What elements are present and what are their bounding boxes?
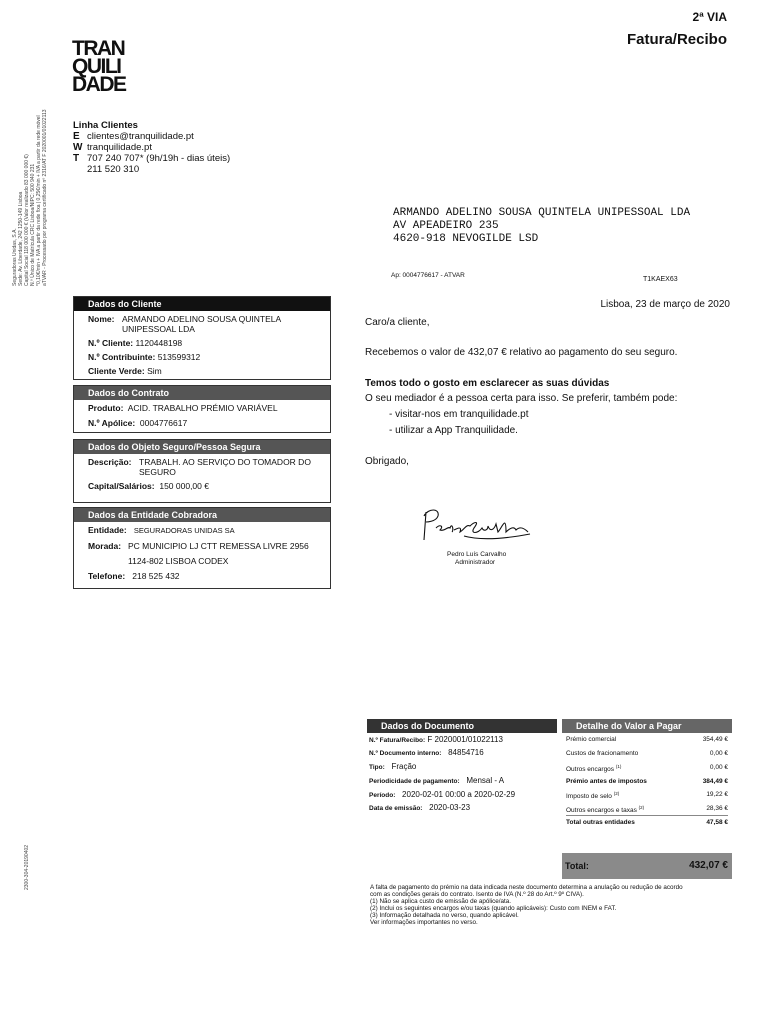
contract-product: Produto: ACID. TRABALHO PRÉMIO VARIÁVEL — [88, 403, 278, 413]
object-desc-label: Descrição: — [88, 457, 132, 467]
document-data-title: Dados do Documento — [367, 719, 557, 733]
collector-box-title: Dados da Entidade Cobradora — [74, 508, 330, 522]
collector-address-label: Morada: — [88, 541, 122, 551]
logo-line-1: TRAN — [72, 37, 125, 60]
object-description: TRABALH. AO SERVIÇO DO TOMADOR DO SEGURO — [139, 457, 311, 477]
letter-bullet-1[interactable]: - visitar-nos em tranquilidade.pt — [389, 409, 529, 420]
side-code: 2300-304-20190402 — [24, 844, 30, 890]
contact-phone — [73, 153, 230, 164]
company-logo — [72, 37, 126, 96]
client-nif: N.º Contribuinte: 513599312 — [88, 352, 201, 362]
recipient-address — [393, 207, 690, 246]
object-box-title: Dados do Objeto Seguro/Pessoa Segura — [74, 440, 330, 454]
web-label: W — [73, 142, 83, 153]
letter-closing: Obrigado, — [365, 456, 409, 467]
client-name: ARMANDO ADELINO SOUSA QUINTELA UNIPESSOAL LDA — [122, 314, 282, 334]
client-green: Cliente Verde: Sim — [88, 366, 162, 376]
logo-line-2: QUILI — [72, 55, 121, 78]
legal-line: Capital Social 118 000 000 € (Valor realizado 83 000 000 €) — [24, 154, 30, 286]
amount-row: Custos de fracionamento 0,00 € — [566, 750, 728, 757]
footnote-line: (2) Inclui os seguintes encargos e/ou taxas (quando aplicáveis): Custo com INEM e FAT. — [370, 905, 617, 912]
contact-title: Linha Clientes — [73, 120, 138, 131]
doc-row: Tipo: Fração — [369, 762, 417, 771]
ap-reference: Ap: 0004776617 - ATVAR — [391, 272, 465, 279]
object-capital: Capital/Salários: 150 000,00 € — [88, 481, 209, 491]
web-value: tranquilidade.pt — [87, 142, 152, 153]
footnote-line: com as condições gerais do contrato. Isento de IVA (N.º 28 do Art.º 9º CIVA). — [370, 891, 584, 898]
amount-detail-title: Detalhe do Valor a Pagar — [562, 719, 732, 733]
legal-line: aTVAR - Processado por programa certificado nº 2316/AT F 2020001/01022113 — [42, 109, 48, 286]
amount-row: Total outras entidades 47,58 € — [566, 819, 728, 826]
legal-line: Sede: Av. Liberdade, 242 1250-149 Lisboa — [18, 191, 24, 286]
amount-row: Prémio antes de impostos 384,49 € — [566, 778, 728, 785]
email-value: clientes@tranquilidade.pt — [87, 131, 194, 142]
amount-row: Imposto de selo $^{(2)}$ 19,22 € — [566, 791, 728, 801]
document-title: Fatura/Recibo — [626, 31, 727, 48]
amount-divider — [566, 815, 728, 816]
contract-box-title: Dados do Contrato — [74, 386, 330, 400]
client-number: N.º Cliente: 1120448198 — [88, 338, 183, 348]
doc-row: N.º Fatura/Recibo: F 2020001/01022113 — [369, 735, 503, 744]
letter-paragraph-1: Recebemos o valor de 432,07 € relativo ao pagamento do seu seguro. — [365, 347, 678, 358]
signer-role: Administrador — [455, 559, 496, 566]
letter-greeting: Caro/a cliente, — [365, 317, 430, 328]
letter-date: Lisboa, 23 de março de 2020 — [600, 299, 730, 310]
address-line-1: ARMANDO ADELINO SOUSA QUINTELA UNIPESSOAL LDA — [393, 207, 691, 219]
letter-heading: Temos todo o gosto em esclarecer as suas dúvidas — [365, 378, 610, 389]
tel-value-1: 707 240 707* (9h/19h - dias úteis) — [87, 153, 231, 164]
amount-row: Prémio comercial 354,49 € — [566, 736, 728, 743]
email-label: E — [73, 131, 80, 142]
amount-row: Outros encargos $^{(1)}$ 0,00 € — [566, 764, 728, 774]
recipient-code: T1KAEX63 — [643, 276, 678, 283]
address-line-2: AV APEADEIRO 235 — [393, 220, 499, 232]
doc-row: Período: 2020-02-01 00:00 a 2020-02-29 — [369, 790, 516, 799]
logo-line-3: DADE — [72, 73, 126, 96]
address-line-3: 4620-918 NEVOGILDE LSD — [393, 233, 539, 245]
signature-image — [418, 502, 538, 548]
legal-info — [12, 109, 48, 286]
letter-paragraph-2: O seu mediador é a pessoa certa para isso. Se preferir, também pode: — [365, 393, 678, 404]
tel-label: T — [73, 153, 80, 164]
legal-line: N.º Único de Matrícula CRC Lisboa/NIPC: 500 940 231 — [30, 163, 36, 286]
client-box-title: Dados do Cliente — [74, 297, 330, 311]
footnote-line: (3) Informação detalhada no verso, quando aplicável. — [370, 912, 519, 919]
contact-email[interactable] — [73, 131, 194, 142]
doc-row: Periodicidade de pagamento: Mensal - A — [369, 776, 505, 785]
total-value: 432,07 € — [689, 860, 728, 871]
client-name-label: Nome: — [88, 314, 115, 324]
doc-row: Data de emissão: 2020-03-23 — [369, 803, 471, 812]
amount-row: Outros encargos e taxas $^{(2)}$ 28,36 € — [566, 805, 728, 815]
footnote-line: Ver informações importantes no verso. — [370, 919, 478, 926]
legal-line: Seguradoras Unidas, S.A. — [12, 228, 18, 286]
footnotes — [370, 884, 740, 926]
signer-name: Pedro Luís Carvalho — [447, 551, 507, 558]
footnote-line: A falta de pagamento do prémio na data indicada neste documento determina a anulação ou redução de acordo — [370, 884, 683, 891]
total-label: Total: — [565, 861, 589, 871]
doc-row: N.º Documento interno: 84854716 — [369, 748, 484, 757]
legal-line: *0,10€/min + IVA a partir da rede fixa | 0,25€/min + IVA a partir da rede móvel — [36, 115, 42, 286]
collector-phone: Telefone: 218 525 432 — [88, 571, 180, 581]
contract-policy: N.º Apólice: 0004776617 — [88, 418, 188, 428]
collector-entity: Entidade: SEGURADORAS UNIDAS SA — [88, 525, 235, 535]
total-bar — [562, 853, 732, 879]
footnote-line: (1) Não se aplica custo de emissão de apólice/ata. — [370, 898, 512, 905]
contact-web[interactable] — [73, 142, 152, 153]
collector-address: PC MUNICIPIO LJ CTT REMESSA LIVRE 2956 1124-802 LISBOA CODEX — [128, 541, 309, 566]
letter-bullet-2: - utilizar a App Tranquilidade. — [389, 425, 518, 436]
contact-phone-2: 211 520 310 — [87, 164, 140, 175]
copy-label: 2ª VIA — [692, 10, 727, 24]
